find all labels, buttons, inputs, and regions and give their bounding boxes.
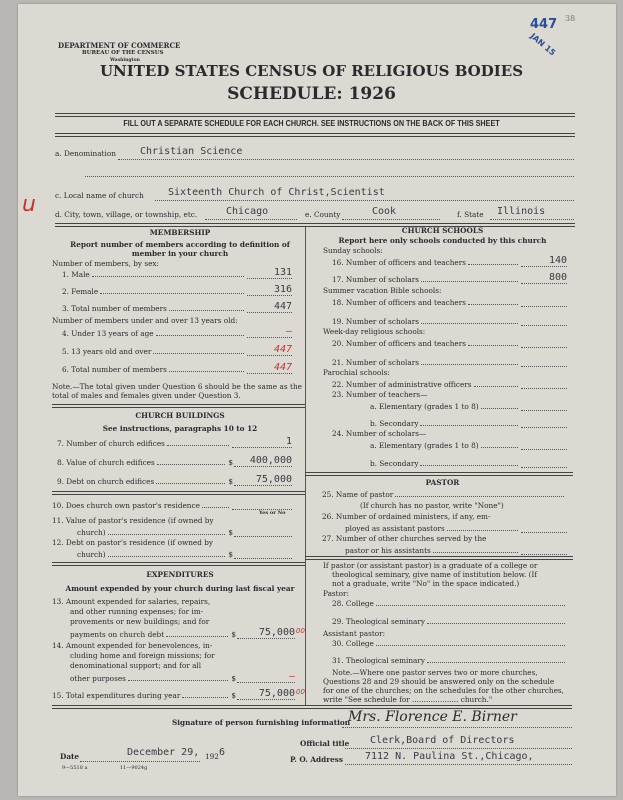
stamp-number: 447 [530,17,558,32]
q14-line-3: denominational support; and for all [70,661,202,670]
pastor-college-field[interactable] [376,605,565,606]
buildings-row-value [57,456,292,467]
expenditures-row-13 [70,628,295,639]
row-label: 30. College [332,639,374,648]
bureau-label: BUREAU OF THE CENSUS [82,50,164,56]
dollar-sign: $ [228,458,233,467]
row-label: 29. Theological seminary [332,617,425,626]
schools-row-23a [370,400,567,411]
female-value[interactable]: 316 [247,285,292,296]
address-value[interactable]: 7112 N. Paulina St.,Chicago, [365,751,534,762]
schools-heading: CHURCH SCHOOLS [401,226,484,235]
signature-line [342,727,572,728]
pastor-row-27 [345,544,567,555]
buildings-heading: CHURCH BUILDINGS [135,411,225,420]
official-title-value[interactable]: Clerk,Board of Directors [370,735,515,746]
buildings-subheading: See instructions, paragraphs 10 to 12 [102,424,258,433]
county-value[interactable]: Cook [372,206,397,217]
expenditures-heading: EXPENDITURES [146,570,214,579]
pastor-none-note: (If church has no pastor, write "None") [360,501,504,510]
local-name-value[interactable]: Sixteenth Church of Christ,Scientist [168,187,385,198]
parochial-schools-label: Parochial schools: [323,368,390,377]
row-label: 19. Number of scholars [332,317,419,326]
city-line [205,219,297,220]
pastor-row-31 [332,656,568,665]
schools-row-19 [332,315,567,326]
total-members-2-value[interactable]: 447 [247,363,292,374]
13-over-value[interactable]: 447 [247,345,292,356]
row-label: 21. Number of scholars [332,358,419,367]
date-label: Date [60,752,80,761]
male-value[interactable]: 131 [247,268,292,279]
elementary-scholars-value[interactable] [521,439,567,450]
weekday-officers-value[interactable] [521,337,567,348]
dollar-sign: $ [228,477,233,486]
membership-row-total [62,302,292,313]
department-label: DEPARTMENT OF COMMERCE [58,41,181,50]
row-label: ployed as assistant pastors [345,524,445,533]
pastor-row-29 [332,617,568,626]
schools-row-24a [370,439,567,450]
row-label: 7. Number of church edifices [57,439,165,448]
pastor-name-field[interactable] [395,496,564,497]
edifice-value[interactable]: 400,000 [234,456,292,467]
expenditures-subheading: Amount expended by your church during last fiscal year [65,584,295,593]
date-line [80,761,200,762]
buildings-row-owns-residence [52,499,292,510]
local-name-label: c. Local name of church [55,191,144,200]
row-label: other purposes [70,674,126,683]
pastor-note-2: Questions 28 and 29 should be answered only on the schedule [323,677,555,686]
divider [52,491,305,495]
membership-row-13-over [62,345,292,356]
q23-label: 23. Number of teachers— [332,390,428,399]
row-label: 1. Male [62,270,90,279]
county-label: e. County [305,210,341,219]
denomination-label: a. Denomination [55,149,116,158]
dollar-sign: $ [228,528,233,537]
row-label: 28. College [332,599,374,608]
residence-value-label: 11. Value of pastor's residence (if owned by [52,516,214,525]
address-line [345,764,572,765]
state-line [490,219,574,220]
state-label: f. State [457,210,484,219]
row-label: 31. Theological seminary [332,656,425,665]
q13-line-2: and other running expenses; for im- [70,607,204,616]
residence-value[interactable] [234,526,292,537]
yes-no-hint: Yes or No [259,510,286,516]
q13-line-3: provements or new buildings; and for [70,617,210,626]
pastor-note-3: for one of the churches; on the schedules for the other churches, [323,686,564,695]
address-label: P. O. Address [290,755,343,764]
dollar-sign: $ [228,550,233,559]
summer-officers-value[interactable] [521,296,567,307]
pastor-note-1: Note.—Where one pastor serves two or more churches, [332,668,538,677]
membership-heading: MEMBERSHIP [149,228,211,237]
row-label: 10. Does church own pastor's residence [52,501,200,510]
summer-scholars-value[interactable] [521,315,567,326]
summer-schools-label: Summer vacation Bible schools: [323,286,442,295]
schools-row-20 [332,337,567,348]
divider [55,113,575,117]
form-title: UNITED STATES CENSUS OF RELIGIOUS BODIES [99,62,524,80]
pastor-heading: PASTOR [425,478,460,487]
schools-subheading: Report here only schools conducted by this church [338,236,547,245]
schedule-title: SCHEDULE: 1926 [227,84,396,104]
washington-label: Washington [110,58,140,63]
official-title-label: Official title [300,739,350,748]
margin-mark: u [22,192,36,217]
row-label: pastor or his assistants [345,546,431,555]
row-label: 8. Value of church edifices [57,458,155,467]
row-label: 18. Number of officers and teachers [332,298,466,307]
row-label: 22. Number of administrative officers [332,380,472,389]
q13-line-1: 13. Amount expended for salaries, repairs, [52,597,211,606]
divider [55,133,575,137]
sunday-scholars-value[interactable]: 800 [521,273,567,284]
instruction-band: FILL OUT A SEPARATE SCHEDULE FOR EACH CHURCH. SEE INSTRUCTIONS ON THE BACK OF THIS SHEET [123,119,500,128]
weekday-scholars-value[interactable] [521,356,567,367]
other-churches-value[interactable] [521,544,567,555]
row-label: 2. Female [62,287,99,296]
red-correction-mark: 00 [296,627,305,635]
year-digit[interactable]: 6 [219,747,226,758]
local-name-line [155,200,574,201]
assistant-pastors-value[interactable] [521,522,567,533]
schools-row-23b [370,417,567,428]
row-label: a. Elementary (grades 1 to 8) [370,402,479,411]
pastor-row-25 [322,490,567,499]
dollar-sign: $ [231,691,236,700]
buildings-row-debt [57,475,292,486]
row-label: 3. Total number of members [62,304,167,313]
schools-row-24b [370,457,567,468]
benevolences-value[interactable]: — [237,672,295,683]
membership-row-total-2 [62,363,292,374]
pastor-seminary-field[interactable] [427,623,565,624]
edifices-value[interactable]: 1 [232,437,292,448]
row-label: 25. Name of pastor [322,490,394,499]
row-label: 4. Under 13 years of age [62,329,154,338]
city-label: d. City, town, village, or township, etc. [55,210,198,219]
state-value[interactable]: Illinois [497,206,546,217]
membership-row-under-13 [62,327,292,338]
column-divider [305,227,306,705]
dollar-sign: $ [231,674,236,683]
red-correction-mark: 00 [296,688,305,696]
county-line [342,219,440,220]
q26-line-1: 26. Number of ordained ministers, if any, em- [322,512,491,521]
schools-row-16 [332,256,567,267]
residence-debt-value[interactable] [234,548,292,559]
denomination-line [118,159,574,160]
assistant-pastor-label: Assistant pastor: [323,629,386,638]
by-sex-label: Number of members, by sex: [52,259,159,268]
pastor-row-28 [332,599,568,608]
pastor-note-4: write "See schedule for .................... church." [323,695,493,704]
graduate-note-1: If pastor (or assistant pastor) is a graduate of a college or [323,561,538,570]
form-code: 9—5518 a [62,765,88,771]
row-label: 9. Debt on church edifices [57,477,155,486]
date-value[interactable]: December 29, [127,747,200,758]
row-label: 15. Total expenditures during year [52,691,181,700]
denomination-value[interactable]: Christian Science [140,146,243,157]
q24-label: 24. Number of scholars— [332,429,427,438]
row-label: payments on church debt [70,630,165,639]
year-prefix: 192 [205,752,219,761]
secondary-teachers-value[interactable] [521,417,567,428]
print-code: 11—9024g [120,765,148,771]
elementary-teachers-value[interactable] [521,400,567,411]
under-13-value[interactable]: — [247,327,292,338]
membership-subheading: Report number of members according to definition of member in your church [70,240,290,258]
buildings-row-residence-debt [77,548,292,559]
weekday-schools-label: Week-day religious schools: [323,327,426,336]
q14-line-2: cluding home and foreign missions; for [70,651,215,660]
row-label: 17. Number of scholars [332,275,419,284]
salaries-value[interactable]: 75,000 [237,628,295,639]
sunday-officers-value[interactable]: 140 [521,256,567,267]
stamp-small-number: 38 [565,14,576,23]
expenditures-row-14 [70,672,295,683]
city-value[interactable]: Chicago [226,206,269,217]
schools-row-22 [332,378,567,389]
admin-officers-value[interactable] [521,378,567,389]
assistant-seminary-field[interactable] [427,662,565,663]
official-title-line [345,748,572,749]
age-label: Number of members under and over 13 years old: [52,316,238,325]
membership-row-female [62,285,292,296]
dollar-sign: $ [231,630,236,639]
divider [305,556,573,560]
row-label: 6. Total number of members [62,365,167,374]
row-label: b. Secondary [370,459,419,468]
assistant-college-field[interactable] [376,645,565,646]
pastor-label: Pastor: [323,589,349,598]
total-expenditures-value[interactable]: 75,000 [237,689,295,700]
schools-row-18 [332,296,567,307]
divider [52,404,305,408]
buildings-row-edifices [57,437,292,448]
schools-row-21 [332,356,567,367]
row-label: 5. 13 years old and over [62,347,152,356]
graduate-note-3: not a graduate, write "No" in the space indicated.) [332,579,520,588]
secondary-scholars-value[interactable] [521,457,567,468]
row-label: 16. Number of officers and teachers [332,258,466,267]
sunday-schools-label: Sunday schools: [323,246,383,255]
membership-note: Note.—The total given under Question 6 should be the same as the total of males and females given under Question 3. [52,382,302,400]
owns-residence-value[interactable] [232,499,292,510]
date-stamp: JAN 15 [528,31,558,58]
row-label: b. Secondary [370,419,419,428]
row-label: church) [77,550,106,559]
row-label: a. Elementary (grades 1 to 8) [370,441,479,450]
buildings-row-residence-value [77,526,292,537]
row-label: 20. Number of officers and teachers [332,339,466,348]
residence-debt-label: 12. Debt on pastor's residence (if owned by [52,538,214,547]
edifice-debt-value[interactable]: 75,000 [234,475,292,486]
graduate-note-2: theological seminary, give name of institution below. (If [332,570,538,579]
expenditures-row-15 [52,689,295,700]
row-label: church) [77,528,106,537]
signature-label: Signature of person furnishing information [172,718,351,727]
schools-row-17 [332,273,567,284]
pastor-row-26 [345,522,567,533]
membership-row-male [62,268,292,279]
q14-line-1: 14. Amount expended for benevolences, in- [52,641,213,650]
total-members-value[interactable]: 447 [247,302,292,313]
q27-line-1: 27. Number of other churches served by the [322,534,487,543]
signature[interactable]: Mrs. Florence E. Birner [348,709,517,725]
divider [305,472,573,476]
divider [52,562,305,566]
pastor-row-30 [332,639,568,648]
denomination-line-2 [85,176,574,177]
